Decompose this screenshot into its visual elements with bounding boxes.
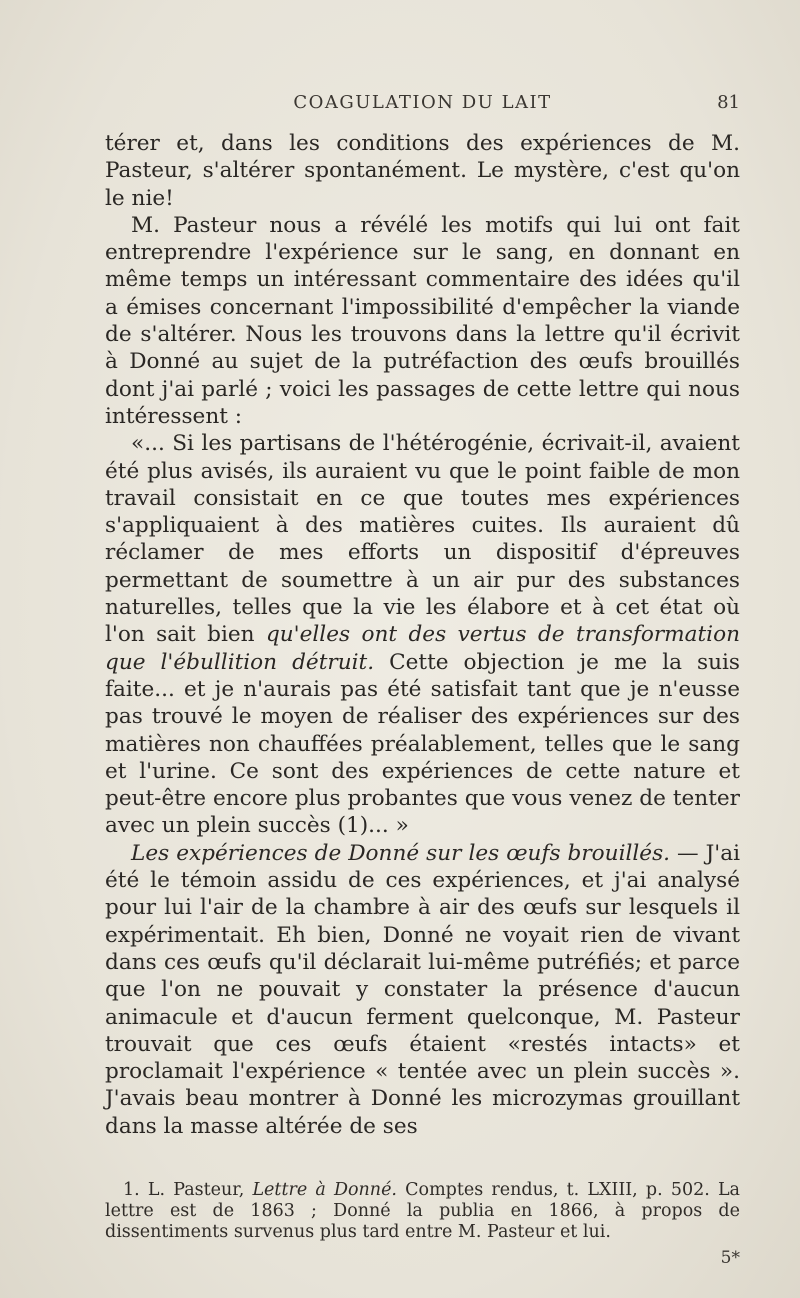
footnote-text-2: Comptes rendus, t. LXIII, p. 502. La lettre est de 1863 ; Donné la publia en 1866, à propos de dissentiments survenus plus tard entre M. Pasteur et lui. — [105, 1180, 740, 1242]
quote-text-1: «... Si les partisans de l'hétérogénie, écrivait-il, avaient été plus avisés, ils auraient vu que le point faible de mon travail consistait en ce que toutes mes expériences s'appliquaient à des matières cuites. Ils auraient dû réclamer de mes efforts un dispositif d'épreuves permettant de soumettre à un air pur des substances naturelles, telles que la vie les élabore et à cet état où l'on sait bien — [105, 431, 740, 648]
quote-italic-phrase: qu'elles ont des vertus de transformation que l'ébullition détruit. — [105, 622, 740, 675]
paragraph-1: térer et, dans les conditions des expériences de M. Pasteur, s'altérer spontanément. Le mystère, c'est qu'on le nie! — [105, 131, 740, 211]
main-text — [105, 130, 740, 1140]
footnote — [105, 1180, 740, 1243]
running-title: COAGULATION DU LAIT — [293, 92, 552, 113]
page-number: 81 — [717, 92, 740, 113]
paragraph-4-text: — J'ai été le témoin assidu de ces expériences, et j'ai analysé pour lui l'air de la chambre à air des œufs sur lesquels il expérimentait. Eh bien, Donné ne voyait rien de vivant dans ces œufs qu'il déclarait lui-même putréfiés; et parce que l'on ne pouvait y constater la présence d'aucun animacule et d'aucun ferment quelconque, M. Pasteur trouvait que ces œufs étaient «restés intacts» et proclamait l'expérience « tentée avec un plein succès ». J'avais beau montrer à Donné les microzymas grouillant dans la masse altérée de ses — [105, 840, 740, 1139]
running-head — [105, 92, 740, 120]
footnote-title: Lettre à Donné. — [252, 1180, 397, 1200]
section-run-in-heading: Les expériences de Donné sur les œufs brouillés. — [131, 840, 671, 866]
footnote-text-1: 1. L. Pasteur, — [123, 1180, 253, 1200]
signature-mark: 5* — [720, 1248, 740, 1268]
footnote-1 — [105, 1180, 740, 1243]
paragraph-3-quote — [105, 430, 740, 839]
quote-text-2: Cette objection je me la suis faite... et je n'aurais pas été satisfait tant que je n'eusse pas trouvé le moyen de réaliser des expériences sur des matières non chauffées préalablement, telles que le sang et l'urine. Ce sont des expériences de cette nature et peut-être encore plus probantes que vous venez de tenter avec un plein succès (1)... » — [105, 649, 740, 839]
paragraph-4 — [105, 840, 740, 1140]
paragraph-2: M. Pasteur nous a révélé les motifs qui lui ont fait entreprendre l'expérience sur le sang, en donnant en même temps un intéressant commentaire des idées qu'il a émises concernant l'impossibilité d'empêcher la viande de s'altérer. Nous les trouvons dans la lettre qu'il écrivit à Donné au sujet de la putréfaction des œufs brouillés dont j'ai parlé ; voici les passages de cette lettre qui nous intéressent : — [105, 212, 740, 429]
